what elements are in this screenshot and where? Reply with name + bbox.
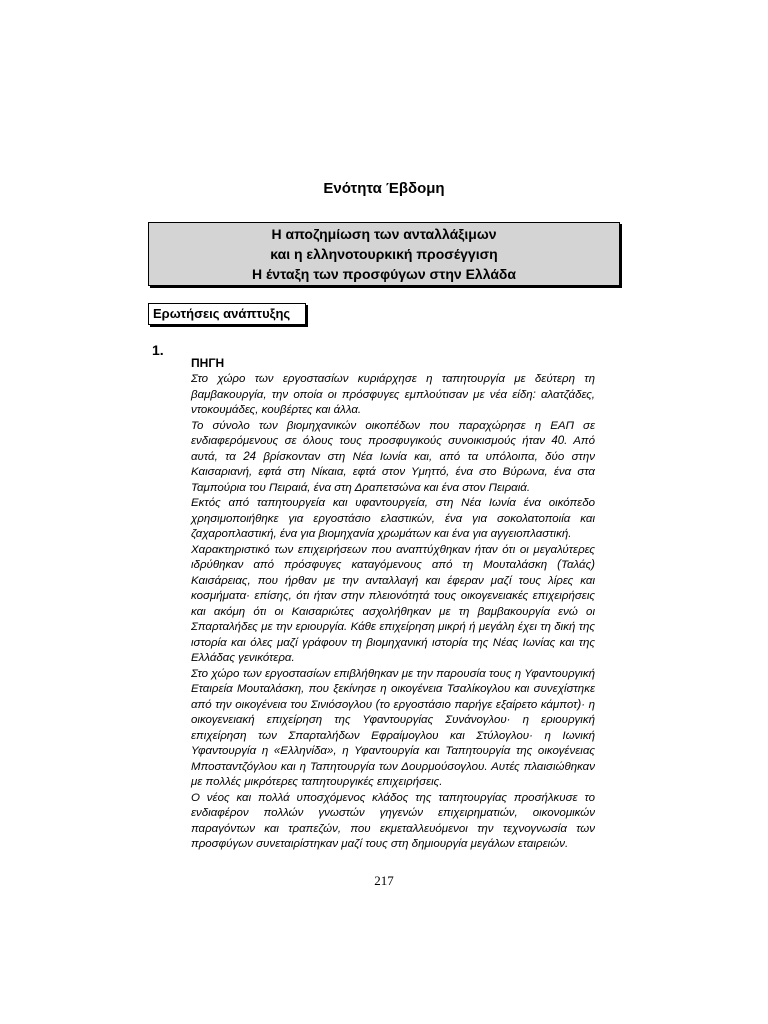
source-paragraph-4: Χαρακτηριστικό των επιχειρήσεων που αναπτύχθηκαν ήταν ότι οι μεγαλύτερες ιδρύθηκαν από πρόσφυγες καταγόμενους από τη Μουταλάσκη (Ταλάς) Καισάρειας, που ήρθαν με την ανταλλαγή και έφεραν μαζί τους λίρες και κοσμήματα· επίσης, ότι ήταν στην πλειονότητά τους οικογενειακές επιχειρήσεις και ακόμη ότι οι Καισαριώτες ασχολήθηκαν με τη βαμβακουργία ενώ οι Σπαρταλήδες με την εριουργία. Κάθε επιχείρηση μικρή ή μεγάλη έχει τη δική της ιστορία και όλες μαζί γράφουν τη βιομηχανική ιστορία της Νέας Ιωνίας και της Ελλάδας γενικότερα. <box>191 543 595 664</box>
page-number: 217 <box>374 873 394 888</box>
topic-line-1: Η αποζημίωση των ανταλλάξιμων <box>271 226 497 242</box>
unit-title: Ενότητα Έβδομη <box>323 180 445 197</box>
source-paragraph-6: Ο νέος και πολλά υποσχόμενος κλάδος της ταπητουργίας προσήλκυσε το ενδιαφέρον πολλών γνωστών γηγενών επιχειρηματιών, οικονομικών παραγόντων και τραπεζών, που εκμεταλλευόμενοι την τεχνογνωσία των προσφύγων συνεταιρίστηκαν μαζί τους στη δημιουργία μεγάλων εταιρειών. <box>191 791 595 850</box>
question-number: 1. <box>152 342 164 358</box>
source-text <box>191 372 595 853</box>
section-label: Ερωτήσεις ανάπτυξης <box>148 303 306 325</box>
source-paragraph-5: Στο χώρο των εργοστασίων επιβλήθηκαν με την παρουσία τους η Υφαντουργική Εταιρεία Μουταλάσκη, που ξεκίνησε η οικογένεια Τσαλίκογλου και συνεχίστηκε από την οικογένεια του Σινιόσογλου (το εργοστάσιο παρήγε εξαίρετο κάμποτ)· η οικογενειακή επιχείρηση της Υφαντουργίας Συνάνογλου· η εριουργική επιχείρηση των Σπαρταλήδων Εφραίμογλου και Στύλογλου· η Ιωνική Υφαντουργία η «Ελληνίδα», η Υφαντουργία και Ταπητουργία της οικογένειας Μποσταντζόγλου και η Ταπητουργία των Δουρμούσογλου. Αυτές πλαισιώθηκαν με πολλές μικρότερες ταπητουργικές επιχειρήσεις. <box>191 667 595 788</box>
source-paragraph-1: Στο χώρο των εργοστασίων κυριάρχησε η ταπητουργία με δεύτερη τη βαμβακουργία, την οποία οι πρόσφυγες εμπλούτισαν με νέα είδη: αλατζάδες, ντοκουμάδες, κουβέρτες και άλλα. <box>191 373 595 416</box>
topic-line-3: Η ένταξη των προσφύγων στην Ελλάδα <box>251 266 517 282</box>
topic-line-2: και η ελληνοτουρκική προσέγγιση <box>270 246 498 262</box>
source-paragraph-2: Το σύνολο των βιομηχανικών οικοπέδων που παραχώρησε η ΕΑΠ σε ενδιαφερόμενους σε όλους τους προσφυγικούς συνοικισμούς ήταν 40. Από αυτά, τα 24 βρίσκονταν στη Νέα Ιωνία και, από τα υπόλοιπα, δύο στην Καισαριανή, εφτά στη Νίκαια, εφτά στον Υμηττό, ένα στο Βύρωνα, ένα στα Ταμπούρια του Πειραιά, ένα στη Δραπετσώνα και ένα στον Πειραιά. <box>191 419 595 494</box>
source-paragraph-3: Εκτός από ταπητουργεία και υφαντουργεία, στη Νέα Ιωνία ένα οικόπεδο χρησιμοποιήθηκε για εργοστάσιο ελαστικών, ένα για σοκολατοποιία και ζαχαροπλαστική, ένα για βιομηχανία χρωμάτων και ένα για αγγειοπλαστική. <box>191 497 595 540</box>
topic-box <box>148 222 620 286</box>
source-label: ΠΗΓΗ <box>191 356 225 370</box>
